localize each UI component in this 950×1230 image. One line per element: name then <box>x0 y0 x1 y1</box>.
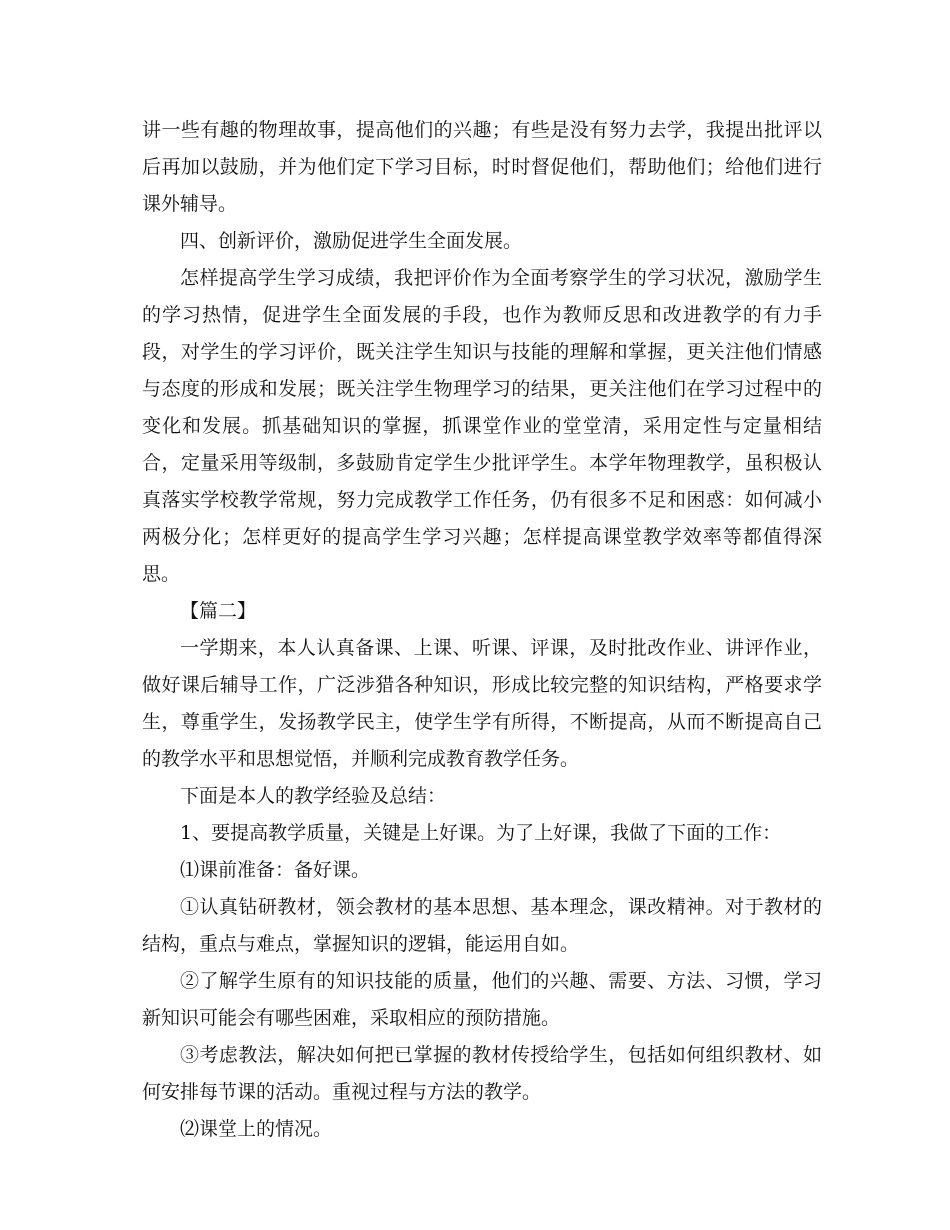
paragraph: 下面是本人的教学经验及总结： <box>180 785 447 807</box>
paragraph: ②了解学生原有的知识技能的质量，他们的兴趣、需要、方法、习惯，学习新知识可能会有哪些困难，采取相应的预防措施。 <box>142 970 822 1029</box>
paragraph: ⑵课堂上的情况。 <box>180 1118 333 1140</box>
section-heading: 【篇二】 <box>180 600 257 622</box>
document-body <box>142 112 822 1148</box>
paragraph: ③考虑教法，解决如何把已掌握的教材传授给学生，包括如何组织教材、如何安排每节课的活动。重视过程与方法的教学。 <box>142 1044 822 1103</box>
paragraph: ①认真钻研教材，领会教材的基本思想、基本理念，课改精神。对于教材的结构，重点与难点，掌握知识的逻辑，能运用自如。 <box>142 896 822 955</box>
paragraph: 怎样提高学生学习成绩，我把评价作为全面考察学生的学习状况，激励学生的学习热情，促进学生全面发展的手段，也作为教师反思和改进教学的有力手段，对学生的学习评价，既关注学生知识与技能的理解和掌握，更关注他们情感与态度的形成和发展；既关注学生物理学习的结果，更关注他们在学习过程中的变化和发展。抓基础知识的掌握，抓课堂作业的堂堂清，采用定性与定量相结合，定量采用等级制，多鼓励肯定学生少批评学生。本学年物理教学，虽积极认真落实学校教学常规，努力完成教学工作任务，仍有很多不足和困惑：如何减小两极分化；怎样更好的提高学生学习兴趣；怎样提高课堂教学效率等都值得深思。 <box>142 267 822 585</box>
paragraph: ⑴课前准备：备好课。 <box>180 859 371 881</box>
paragraph: 讲一些有趣的物理故事，提高他们的兴趣；有些是没有努力去学，我提出批评以后再加以鼓励，并为他们定下学习目标，时时督促他们，帮助他们；给他们进行课外辅导。 <box>142 119 822 215</box>
paragraph: 一学期来，本人认真备课、上课、听课、评课，及时批改作业、讲评作业，做好课后辅导工作，广泛涉猎各种知识，形成比较完整的知识结构，严格要求学生，尊重学生，发扬教学民主，使学生学有所得，不断提高，从而不断提高自己的教学水平和思想觉悟，并顺利完成教育教学任务。 <box>142 637 822 770</box>
section-heading: 四、创新评价，激励促进学生全面发展。 <box>180 230 523 252</box>
paragraph: 1、要提高教学质量，关键是上好课。为了上好课，我做了下面的工作： <box>180 822 782 844</box>
